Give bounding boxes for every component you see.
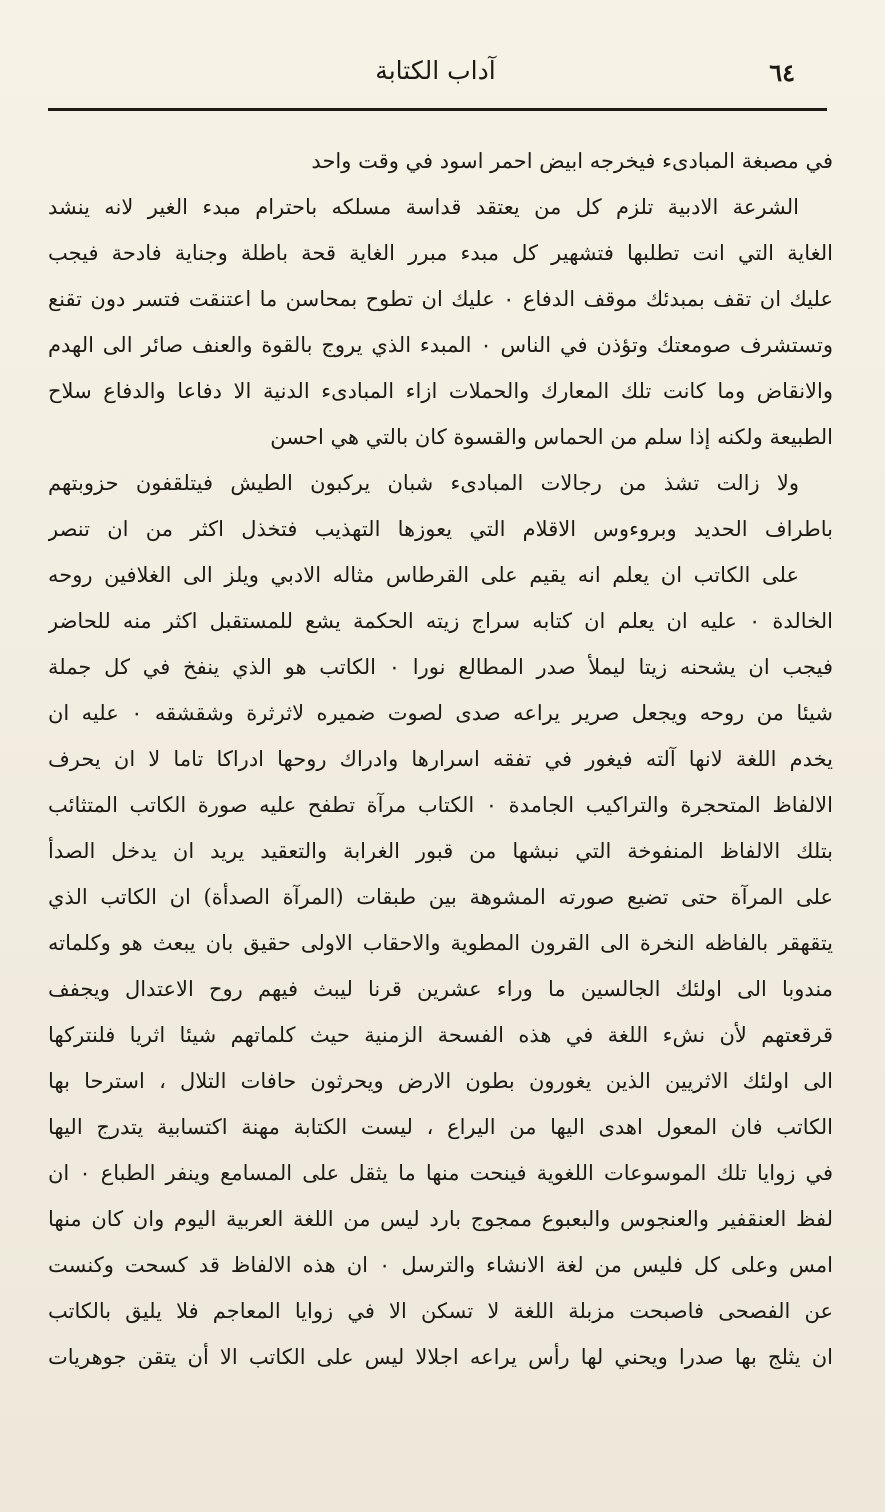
text-line: فيجب ان يشحنه زيتا ليملأ صدر المطالع نورا ٠ الكاتب هو الذي ينفخ في كل جملة [48, 655, 833, 679]
text-line: في زوايا تلك الموسوعات اللغوية فينحت منها ما يثقل على المسامع وينفر الطباع ٠ ان [48, 1161, 833, 1185]
text-line: وتستشرف صومعتك وتؤذن في الناس ٠ المبدء الذي يروج بالقوة والعنف صائر الى الهدم [48, 333, 833, 357]
text-line: لفظ العنقفير والعنجوس والبعبوع ممجوج بارد ليس من اللغة العربية اليوم وان كان منها [48, 1207, 833, 1231]
text-line: الشرعة الادبية تلزم كل من يعتقد قداسة مسلكه باحترام مبدء الغير لانه ينشد [48, 195, 799, 219]
text-line: الطبيعة ولكنه إذا سلم من الحماس والقسوة كان بالتي هي احسن [270, 425, 833, 449]
header-rule [48, 108, 827, 111]
body-text [48, 138, 833, 1380]
text-line: والانقاض وما كانت تلك المعارك والحملات ازاء المبادىء الدنية الا دفاعا والدفاع سلاح [48, 379, 833, 403]
text-line: الخالدة ٠ عليه ان يعلم ان كتابه سراج زيته الحكمة يشع للمستقبل اكثر منه للحاضر [48, 609, 833, 633]
page-header [48, 52, 823, 92]
text-line: الالفاظ المتحجرة والتراكيب الجامدة ٠ الكتاب مرآة تطفح عليه صورة الكاتب المتثائب [48, 793, 833, 817]
text-line: الكاتب فان المعول اهدى اليها من اليراع ، ليست الكتابة مهنة اكتسابية يتدرج اليها [48, 1115, 833, 1139]
text-line: ولا زالت تشذ من رجالات المبادىء شبان يركبون الطيش فيتلقفون حزوبتهم [48, 471, 799, 495]
page-number: ٦٤ [769, 58, 795, 87]
text-line: في مصبغة المبادىء فيخرجه ابيض احمر اسود في وقت واحد [311, 149, 833, 173]
text-line: عليك ان تقف بمبدئك موقف الدفاع ٠ عليك ان تطوح بمحاسن ما اعتنقت فتسر دون تقنع [48, 287, 833, 311]
text-line: الى اولئك الاثريين الذين يغورون بطون الارض ويحرثون حافات التلال ، استرحا بها [48, 1069, 833, 1093]
text-line: مندوبا الى اولئك الجالسين ما وراء عشرين قرنا ليبث فيهم روح الاعتدال ويجفف [48, 977, 833, 1001]
text-line: امس وعلى كل فليس من لغة الانشاء والترسل ٠ ان هذه الالفاظ قد كسحت وكنست [48, 1253, 833, 1277]
text-line: شيئا من روحه ويجعل صرير يراعه صدى لصوت ضميره لاثرثرة وشقشقه ٠ عليه ان [48, 701, 833, 725]
text-line: على الكاتب ان يعلم انه يقيم على القرطاس مثاله الادبي ويلز الى الغلافين روحه [48, 563, 799, 587]
text-line: باطراف الحديد وبروءوس الاقلام التي يعوزها التهذيب فتخذل اكثر من ان تنصر [48, 517, 833, 541]
text-line: على المرآة حتى تضيع صورته المشوهة بين طبقات (المرآة الصدأة) ان الكاتب الذي [48, 885, 833, 909]
text-line: عن الفصحى فاصبحت مزبلة اللغة لا تسكن الا في زوايا المعاجم فلا يليق بالكاتب [48, 1299, 833, 1323]
text-line: ان يثلج بها صدرا ويحني لها رأس يراعه اجلالا ليس على الكاتب الا أن يتقن جوهريات [48, 1345, 833, 1369]
text-line: قرقعتهم لأن نشء اللغة في هذه الفسحة الزمنية حيث كلماتهم شيئا اثريا فلنتركها [48, 1023, 833, 1047]
text-line: الغاية التي انت تطلبها فتشهير كل مبدء مبرر الغاية قحة باطلة وجناية فادحة فيجب [48, 241, 833, 265]
text-line: يخدم اللغة لانها آلته فيغور في تفقه اسرارها وادراك روحها ادراكا تاما لا ان يحرف [48, 747, 833, 771]
text-line: يتقهقر بالفاظه النخرة الى القرون المطوية والاحقاب الاولى حقيق بان يبعث هو وكلماته [48, 931, 833, 955]
text-line: بتلك الالفاظ المنفوخة التي نبشها من قبور الغرابة والتعقيد يريد ان يدخل الصدأ [48, 839, 833, 863]
running-title: آداب الكتابة [375, 56, 496, 85]
